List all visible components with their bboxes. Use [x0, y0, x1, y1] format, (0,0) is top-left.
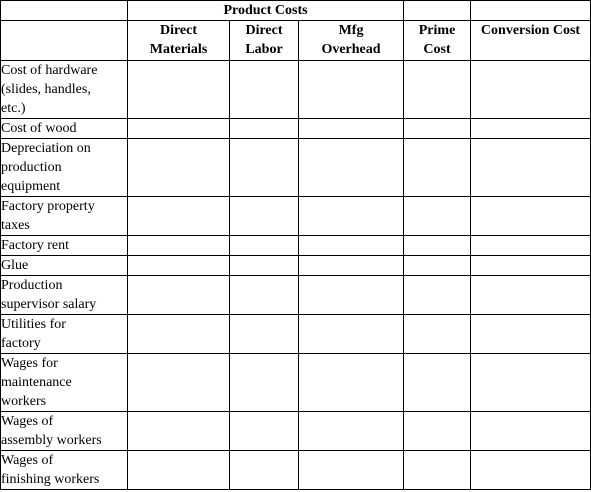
answer-cell[interactable]	[128, 139, 230, 197]
cost-item-line: supervisor salary	[1, 297, 97, 312]
answer-cell[interactable]	[128, 119, 230, 139]
answer-cell[interactable]	[404, 256, 471, 276]
cost-item-line: Depreciation on	[1, 141, 91, 156]
answer-cell[interactable]	[471, 315, 591, 354]
answer-cell[interactable]	[471, 451, 591, 490]
cost-item-label	[1, 139, 128, 197]
cost-item-line: finishing workers	[1, 472, 100, 487]
cost-item-label	[1, 276, 128, 315]
cost-item-label	[1, 354, 128, 412]
cost-item-line: Cost of wood	[1, 121, 77, 136]
cost-item-line: Factory property	[1, 199, 95, 214]
cost-item-line: Factory rent	[1, 238, 70, 253]
answer-cell[interactable]	[299, 236, 404, 256]
answer-cell[interactable]	[299, 276, 404, 315]
answer-cell[interactable]	[404, 412, 471, 451]
cost-item-line: Cost of hardware	[1, 63, 98, 78]
answer-cell[interactable]	[471, 197, 591, 236]
header-row-1	[1, 1, 591, 21]
answer-cell[interactable]	[299, 354, 404, 412]
cost-item-line: maintenance	[1, 375, 72, 390]
cost-item-label	[1, 61, 128, 119]
mfg-overhead-header	[299, 21, 404, 61]
header-line: Conversion Cost	[480, 23, 581, 38]
answer-cell[interactable]	[471, 354, 591, 412]
header-line: Cost	[423, 42, 451, 57]
header-line: Materials	[149, 42, 208, 57]
cost-item-line: assembly workers	[1, 433, 102, 448]
direct-materials-header	[128, 21, 230, 61]
answer-cell[interactable]	[230, 315, 299, 354]
answer-cell[interactable]	[230, 451, 299, 490]
answer-cell[interactable]	[404, 119, 471, 139]
blank-header-cell	[471, 1, 591, 21]
answer-cell[interactable]	[404, 139, 471, 197]
table-row	[1, 119, 591, 139]
answer-cell[interactable]	[299, 139, 404, 197]
answer-cell[interactable]	[230, 276, 299, 315]
answer-cell[interactable]	[299, 119, 404, 139]
answer-cell[interactable]	[471, 119, 591, 139]
answer-cell[interactable]	[128, 276, 230, 315]
answer-cell[interactable]	[128, 412, 230, 451]
header-row-2	[1, 21, 591, 61]
cost-item-line: Wages of	[1, 453, 54, 468]
table-row	[1, 139, 591, 197]
table-row	[1, 276, 591, 315]
cost-item-line: production	[1, 160, 62, 175]
cost-item-line: factory	[1, 336, 41, 351]
answer-cell[interactable]	[299, 315, 404, 354]
answer-cell[interactable]	[471, 139, 591, 197]
table-row	[1, 236, 591, 256]
answer-cell[interactable]	[230, 119, 299, 139]
cost-item-label	[1, 197, 128, 236]
answer-cell[interactable]	[299, 412, 404, 451]
blank-header-cell	[404, 1, 471, 21]
cost-item-label	[1, 119, 128, 139]
answer-cell[interactable]	[404, 197, 471, 236]
table-row	[1, 315, 591, 354]
answer-cell[interactable]	[230, 139, 299, 197]
answer-cell[interactable]	[128, 236, 230, 256]
cost-item-line: Glue	[1, 258, 29, 273]
cost-item-line: etc.)	[1, 101, 26, 116]
cost-item-line: Wages for	[1, 356, 58, 371]
answer-cell[interactable]	[230, 197, 299, 236]
cost-item-line: Utilities for	[1, 317, 66, 332]
answer-cell[interactable]	[299, 61, 404, 119]
answer-cell[interactable]	[404, 451, 471, 490]
cost-item-label	[1, 256, 128, 276]
answer-cell[interactable]	[230, 354, 299, 412]
answer-cell[interactable]	[128, 197, 230, 236]
answer-cell[interactable]	[404, 61, 471, 119]
product-costs-header: Product Costs	[128, 1, 404, 21]
answer-cell[interactable]	[128, 451, 230, 490]
table-row	[1, 451, 591, 490]
blank-corner-cell	[1, 1, 128, 21]
table-row	[1, 61, 591, 119]
answer-cell[interactable]	[471, 236, 591, 256]
answer-cell[interactable]	[299, 451, 404, 490]
answer-cell[interactable]	[471, 276, 591, 315]
cost-item-label	[1, 412, 128, 451]
header-line: Mfg	[338, 23, 364, 38]
header-line: Labor	[245, 42, 283, 57]
answer-cell[interactable]	[471, 256, 591, 276]
answer-cell[interactable]	[128, 256, 230, 276]
header-line: Direct	[159, 23, 198, 38]
answer-cell[interactable]	[230, 256, 299, 276]
header-line: Prime	[418, 23, 456, 38]
table-row	[1, 412, 591, 451]
answer-cell[interactable]	[299, 256, 404, 276]
answer-cell[interactable]	[230, 236, 299, 256]
answer-cell[interactable]	[404, 276, 471, 315]
conversion-cost-header	[471, 21, 591, 61]
table-row	[1, 354, 591, 412]
cost-item-line: equipment	[1, 179, 61, 194]
blank-row-label-header	[1, 21, 128, 61]
answer-cell[interactable]	[404, 354, 471, 412]
cost-item-label	[1, 451, 128, 490]
cost-item-label	[1, 315, 128, 354]
table-row	[1, 256, 591, 276]
answer-cell[interactable]	[404, 315, 471, 354]
answer-cell[interactable]	[404, 236, 471, 256]
cost-item-line: Production	[1, 278, 63, 293]
cost-item-label	[1, 236, 128, 256]
table-row	[1, 197, 591, 236]
answer-cell[interactable]	[230, 61, 299, 119]
header-line: Overhead	[321, 42, 381, 57]
answer-cell[interactable]	[230, 412, 299, 451]
cost-item-line: (slides, handles,	[1, 82, 91, 97]
cost-item-line: workers	[1, 394, 47, 409]
answer-cell[interactable]	[471, 61, 591, 119]
answer-cell[interactable]	[128, 61, 230, 119]
prime-cost-header	[404, 21, 471, 61]
cost-item-line: taxes	[1, 218, 30, 233]
direct-labor-header	[230, 21, 299, 61]
answer-cell[interactable]	[128, 315, 230, 354]
answer-cell[interactable]	[471, 412, 591, 451]
cost-item-line: Wages of	[1, 414, 54, 429]
answer-cell[interactable]	[128, 354, 230, 412]
answer-cell[interactable]	[299, 197, 404, 236]
header-line: Direct	[245, 23, 283, 38]
